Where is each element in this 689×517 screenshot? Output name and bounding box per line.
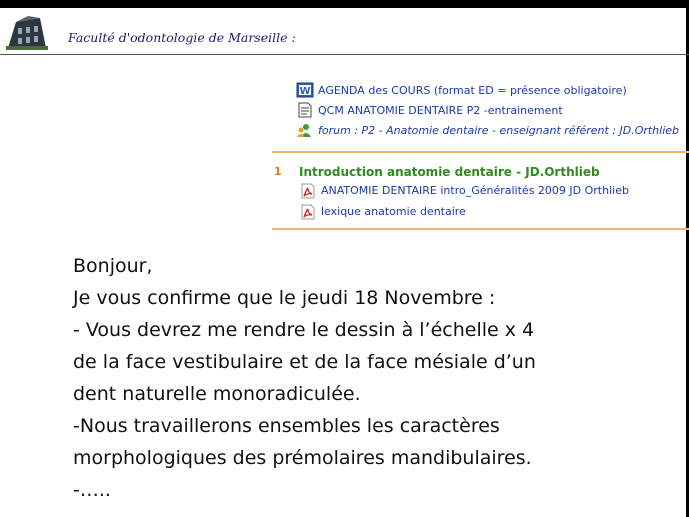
faculty-title: Faculté d'odontologie de Marseille :: [68, 30, 296, 45]
message-line: morphologiques des prémolaires mandibulaires.: [73, 447, 532, 469]
message-line: de la face vestibulaire et de la face mésiale d’un: [73, 351, 536, 373]
faculty-building-logo: [6, 14, 48, 50]
message-line: -…..: [73, 479, 111, 501]
pdf-icon: [299, 183, 317, 199]
resource-label: lexique anatomie dentaire: [321, 205, 466, 218]
page-header: [0, 8, 689, 48]
section-divider-top: [272, 151, 689, 153]
section-resource-lexique-link[interactable]: [299, 201, 689, 222]
message-line: dent naturelle monoradiculée.: [73, 383, 361, 405]
svg-text:W: W: [299, 86, 311, 97]
message-line: Je vous confirme que le jeudi 18 Novembre :: [73, 287, 496, 309]
section-resource-generalites-link[interactable]: [299, 180, 689, 201]
message-line: -Nous travaillerons ensembles les caractères: [73, 415, 500, 437]
resource-label: AGENDA des COURS (format ED = présence obligatoire): [318, 83, 627, 97]
resource-label: QCM ANATOMIE DENTAIRE P2 -entrainement: [318, 103, 563, 117]
top-border: [0, 0, 689, 8]
resource-list: [296, 80, 689, 140]
resource-label: forum : P2 - Anatomie dentaire - enseignant référent : JD.Orthlieb: [318, 123, 680, 137]
header-divider: [0, 54, 689, 55]
forum-users-icon: [296, 122, 314, 138]
resource-agenda-link[interactable]: [296, 80, 689, 100]
section-number: 1: [274, 165, 282, 178]
resource-label: ANATOMIE DENTAIRE intro_Généralités 2009 JD Orthlieb: [321, 184, 629, 197]
word-document-icon: [296, 82, 314, 98]
message-line: - Vous devrez me rendre le dessin à l’échelle x 4: [73, 319, 535, 341]
resource-forum-link[interactable]: [296, 120, 689, 140]
section-divider-bottom: [272, 228, 689, 230]
message-line: Bonjour,: [73, 255, 153, 277]
pdf-icon: [299, 204, 317, 220]
announcement-message: [73, 250, 673, 506]
quiz-document-icon: [296, 102, 314, 118]
resource-qcm-link[interactable]: [296, 100, 689, 120]
section-title: Introduction anatomie dentaire - JD.Orthlieb: [299, 165, 600, 179]
